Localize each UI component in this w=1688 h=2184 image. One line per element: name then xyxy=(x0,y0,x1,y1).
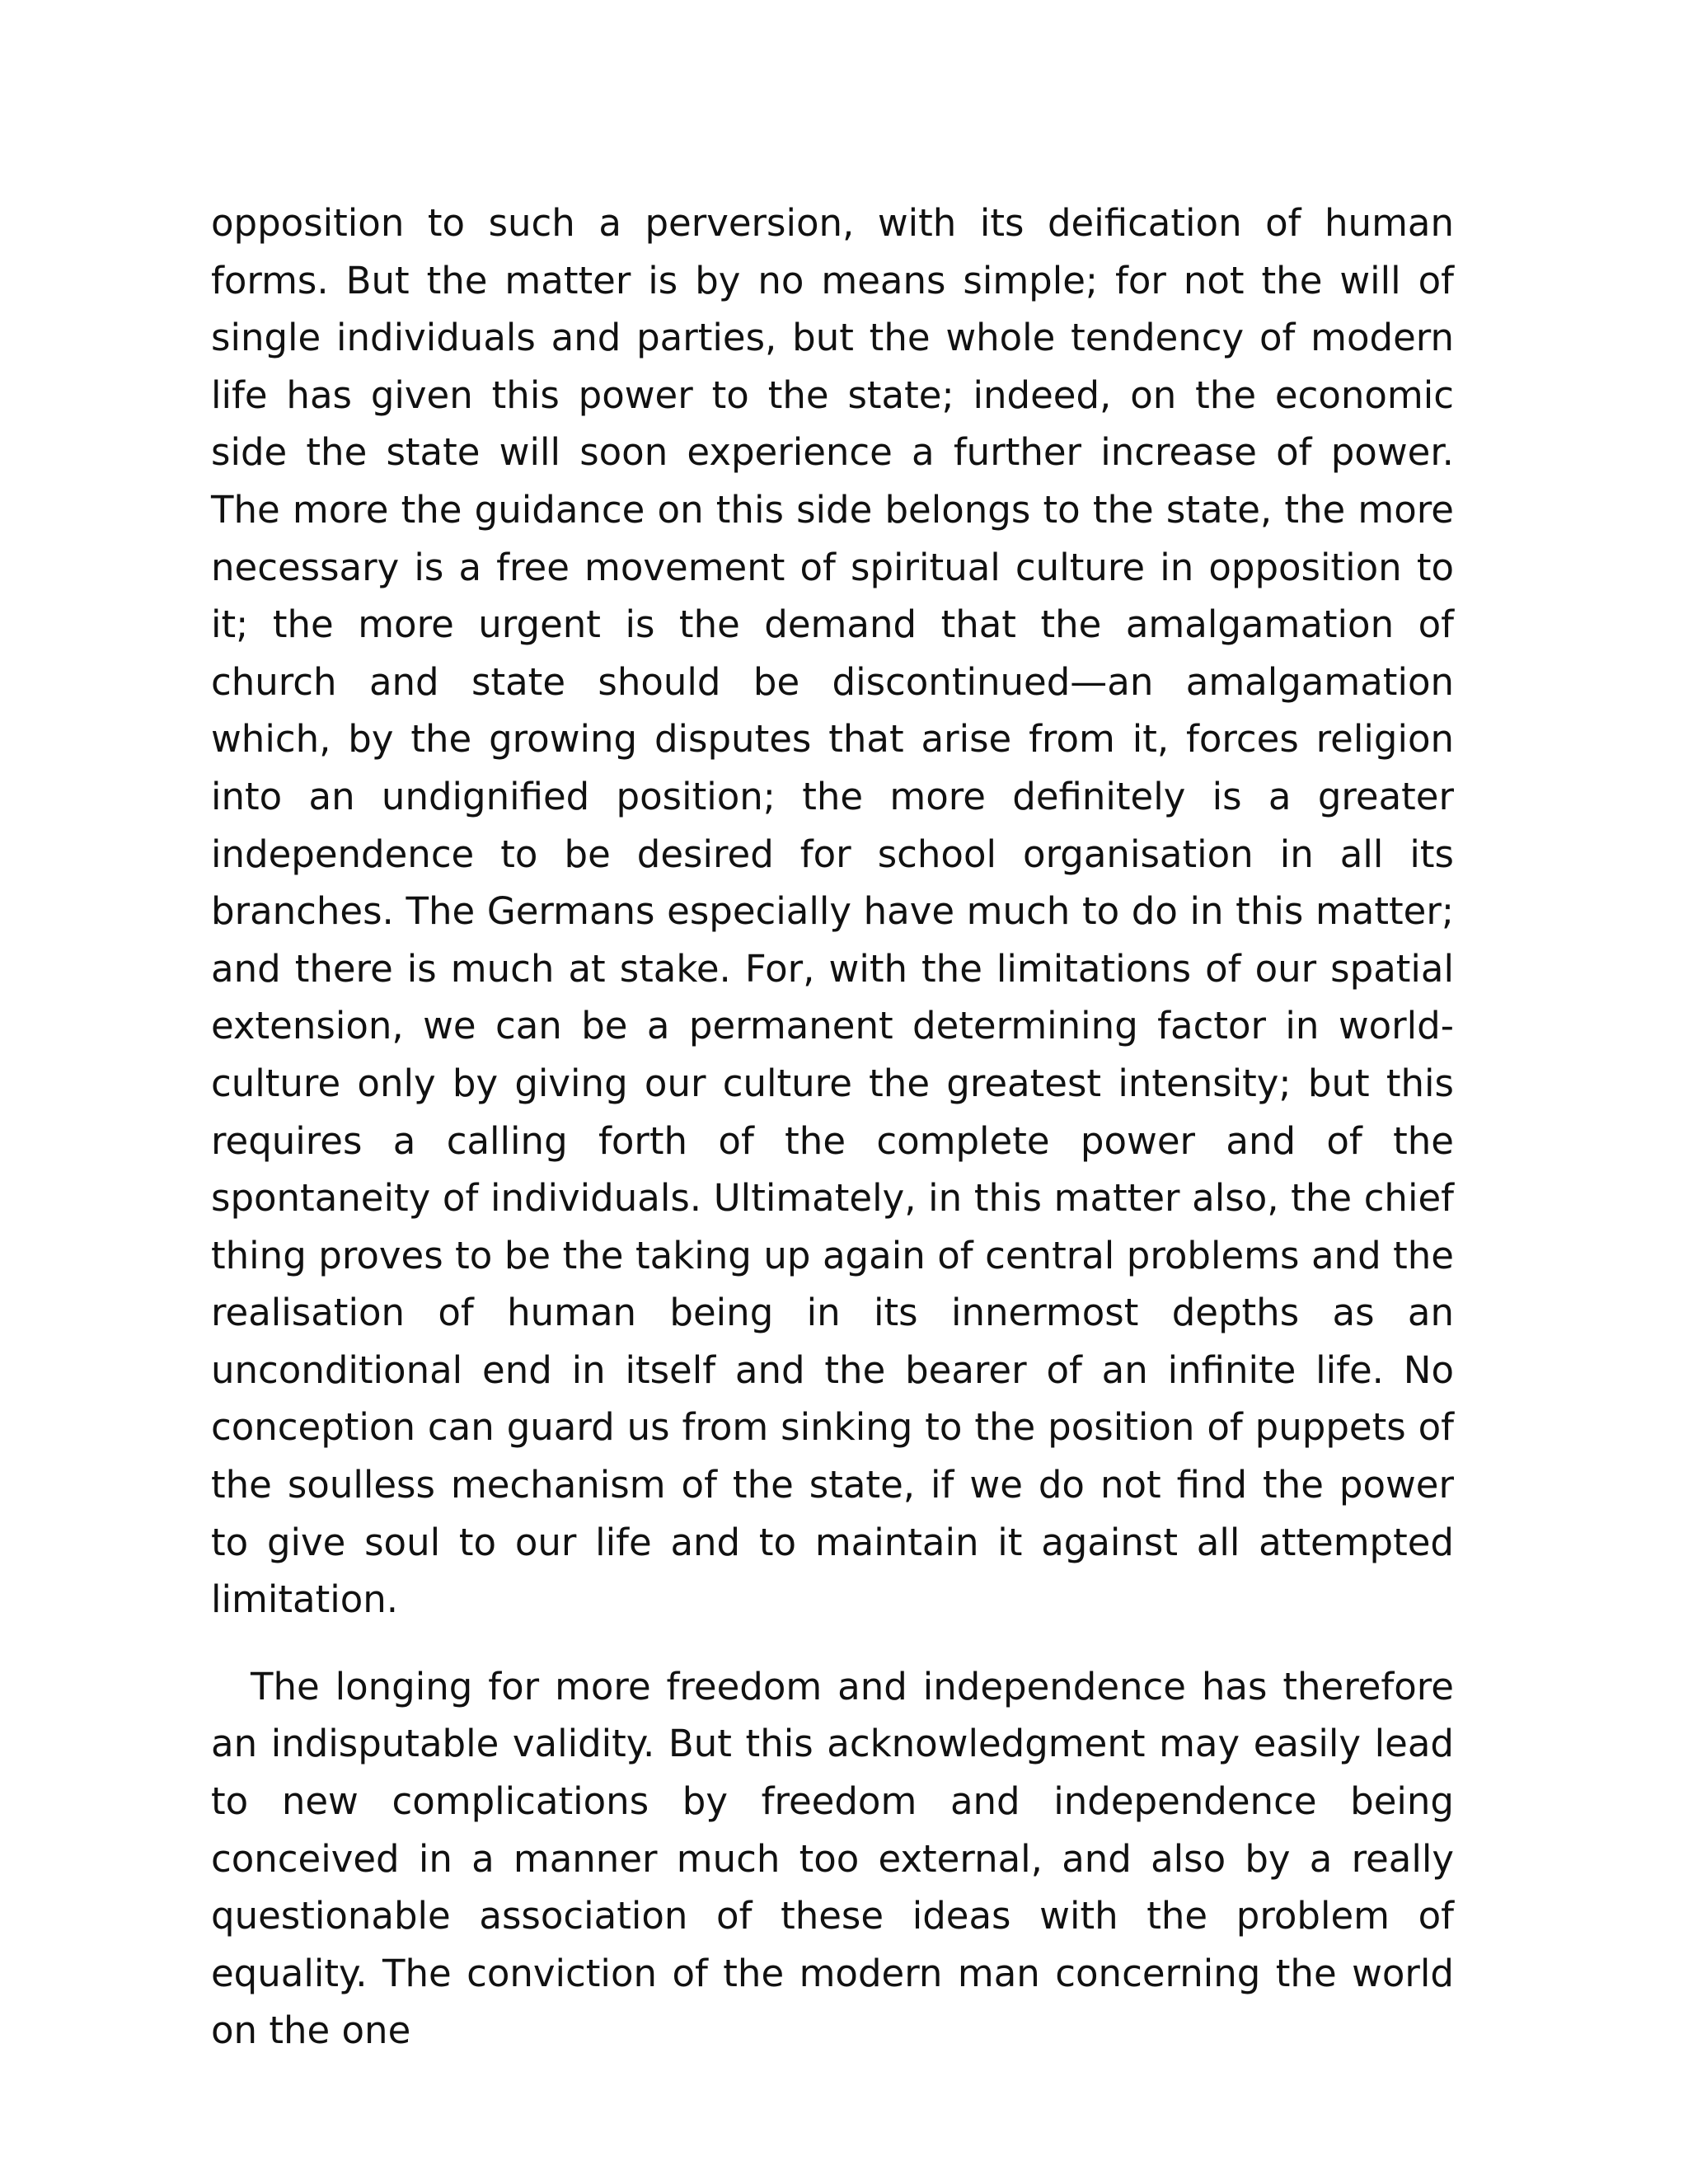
document-page xyxy=(211,194,1454,2060)
paragraph-1: opposition to such a perversion, with its deification of human forms. But the matter is by no means simple; for not the will of single individuals and parties, but the whole tendency of modern life has given this power to the state; indeed, on the economic side the state will soon experience a further increase of power. The more the guidance on this side belongs to the state, the more necessary is a free movement of spiritual culture in opposition to it; the more urgent is the demand that the amalgamation of church and state should be discontinued—an amalgamation which, by the growing disputes that arise from it, forces religion into an undignified position; the more definitely is a greater independence to be desired for school organisation in all its branches. The Germans especially have much to do in this matter; and there is much at stake. For, with the limitations of our spatial extension, we can be a permanent determining factor in world-culture only by giving our culture the greatest intensity; but this requires a calling forth of the complete power and of the spontaneity of individuals. Ultimately, in this matter also, the chief thing proves to be the taking up again of central problems and the realisation of human being in its innermost depths as an unconditional end in itself and the bearer of an infinite life. No conception can guard us from sinking to the position of puppets of the soulless mechanism of the state, if we do not find the power to give soul to our life and to maintain it against all attempted limitation. xyxy=(211,201,1454,1622)
paragraph-2: The longing for more freedom and independence has therefore an indisputable validity. But this acknowledgment may easily lead to new complications by freedom and independence being conceived in a manner much too external, and also by a really questionable association of these ideas with the problem of equality. The conviction of the modern man concerning the world on the one xyxy=(211,1664,1454,2053)
